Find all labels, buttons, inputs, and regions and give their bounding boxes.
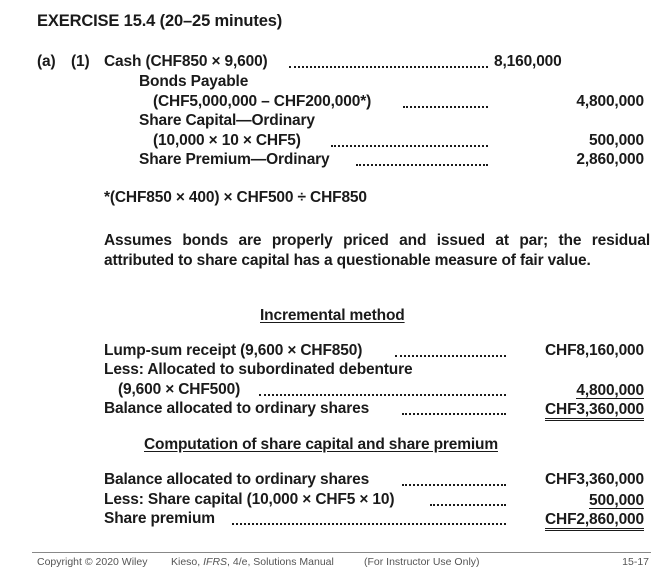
footer-source-title: IFRS (203, 556, 228, 568)
part-a1-label: (1) (71, 53, 90, 70)
computation-heading: Computation of share capital and share premium (144, 436, 498, 453)
allocated-detail-label: (9,600 × CHF500) (118, 381, 241, 398)
computation-balance-label: Balance allocated to ordinary shares (104, 471, 370, 488)
cash-line-amount: 8,160,000 (494, 53, 562, 70)
footer-page-number: 15-17 (622, 556, 649, 568)
bonds-payable-amount: 4,800,000 (576, 93, 644, 110)
exercise-title: EXERCISE 15.4 (20–25 minutes) (37, 12, 283, 30)
bonds-payable-label: Bonds Payable (139, 73, 249, 90)
balance-allocated-label: Balance allocated to ordinary shares (104, 400, 370, 417)
computation-balance-leader (402, 484, 506, 486)
less-share-capital-amount: 500,000 (589, 492, 644, 509)
balance-allocated-leader (402, 413, 506, 415)
footer-divider (32, 552, 651, 553)
share-capital-amount: 500,000 (589, 132, 644, 149)
lump-sum-amount: CHF8,160,000 (544, 342, 644, 359)
bonds-payable-leader (403, 106, 488, 108)
share-premium-amount: 2,860,000 (576, 151, 644, 168)
allocated-detail-amount: 4,800,000 (576, 382, 644, 399)
lump-sum-label: Lump-sum receipt (9,600 × CHF850) (104, 342, 363, 359)
share-capital-leader (331, 145, 488, 147)
lump-sum-leader (395, 355, 506, 357)
allocated-detail-leader (259, 394, 506, 396)
footer-source-suffix: , 4/e, Solutions Manual (227, 556, 334, 568)
footer-copyright: Copyright © 2020 Wiley (37, 556, 148, 568)
incremental-method-heading: Incremental method (260, 307, 405, 324)
footer-source (171, 556, 334, 568)
computation-share-premium-leader (232, 523, 506, 525)
share-premium-label: Share Premium—Ordinary (139, 151, 330, 168)
part-a-label: (a) (37, 53, 56, 70)
share-capital-detail: (10,000 × 10 × CHF5) (153, 132, 301, 149)
footnote: *(CHF850 × 400) × CHF500 ÷ CHF850 (104, 189, 367, 206)
computation-balance-amount: CHF3,360,000 (544, 471, 644, 488)
footer-note: (For Instructor Use Only) (364, 556, 480, 568)
computation-share-premium-label: Share premium (104, 510, 215, 527)
less-share-capital-label: Less: Share capital (10,000 × CHF5 × 10) (104, 491, 395, 508)
assumption-paragraph: Assumes bonds are properly priced and issued at par; the residual attributed to share capital has a questionable measure of fair value. (104, 232, 650, 269)
cash-line-label: Cash (CHF850 × 9,600) (104, 53, 268, 70)
cash-line-leader (289, 66, 488, 68)
share-premium-leader (356, 164, 488, 166)
less-allocated-label: Less: Allocated to subordinated debenture (104, 361, 413, 378)
footer-source-prefix: Kieso, (171, 556, 201, 568)
less-share-capital-leader (430, 504, 506, 506)
share-capital-label: Share Capital—Ordinary (139, 112, 315, 129)
balance-allocated-amount: CHF3,360,000 (545, 402, 644, 421)
bonds-payable-detail: (CHF5,000,000 – CHF200,000*) (153, 93, 372, 110)
computation-share-premium-amount: CHF2,860,000 (545, 512, 644, 531)
